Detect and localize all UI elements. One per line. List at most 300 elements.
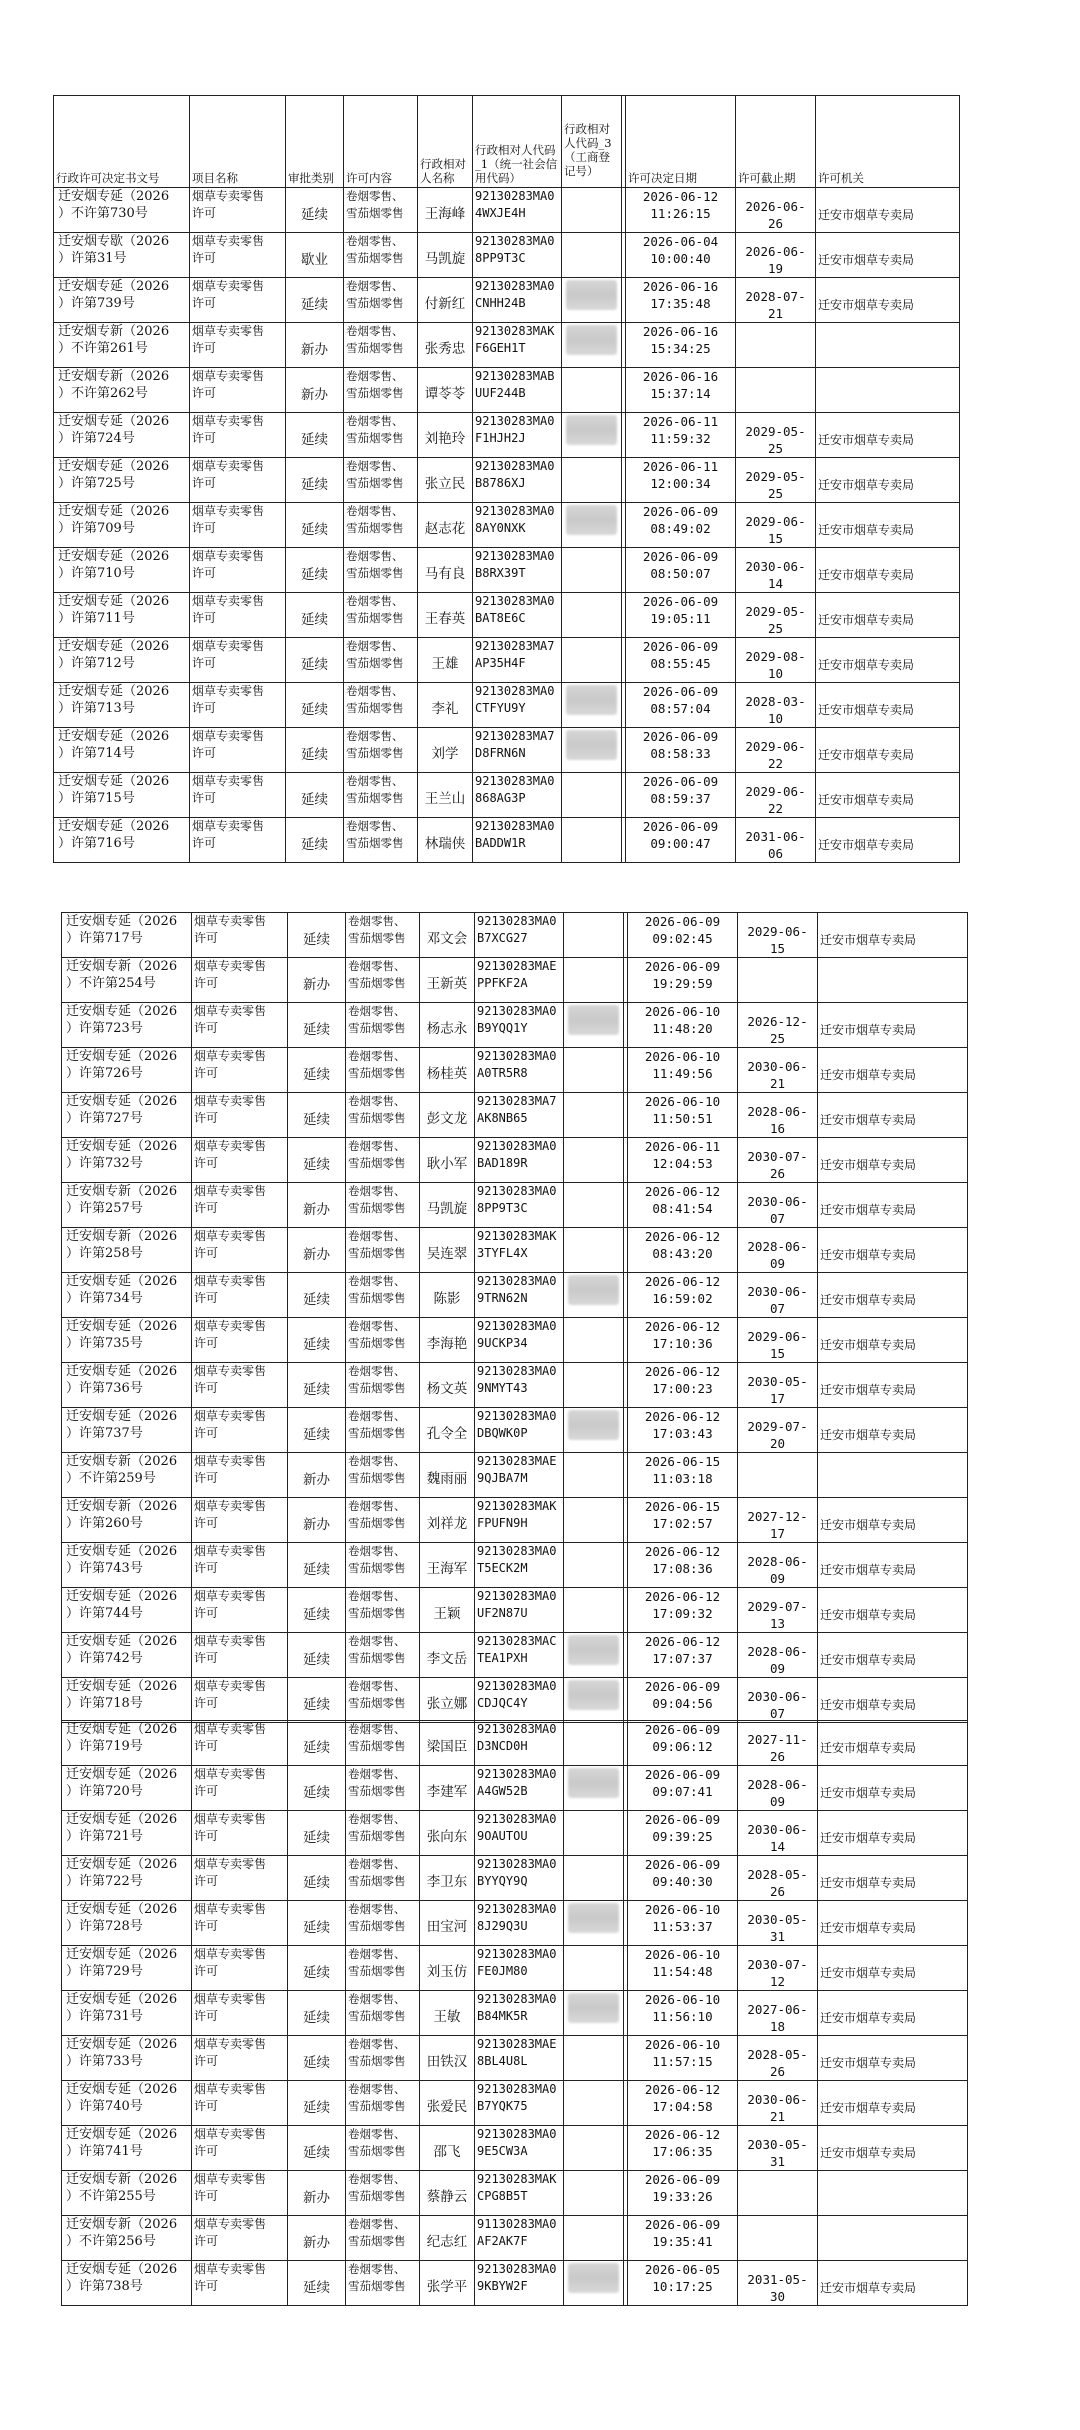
- table-row: [62, 1228, 968, 1273]
- holder-name-cell: 刘艳玲: [418, 413, 473, 458]
- table-row: [62, 1588, 968, 1633]
- item-name-cell: 烟草专卖零售 许可: [192, 1273, 288, 1318]
- decision-number-cell: 迁安烟专新（2026 ）不许第259号: [62, 1453, 192, 1498]
- table-row: [62, 1138, 968, 1183]
- decision-number-cell: 迁安烟专延（2026 ）许第726号: [62, 1048, 192, 1093]
- header-name: 行政相对人名称: [418, 96, 473, 188]
- holder-name-cell: 王兰山: [418, 773, 473, 818]
- expiry-date-cell: 2030-06-21: [738, 2081, 818, 2126]
- decision-number-cell: 迁安烟专延（2026 ）许第713号: [54, 683, 190, 728]
- table-row: [62, 1901, 968, 1946]
- registration-number-cell: [564, 1543, 624, 1588]
- item-name-cell: 烟草专卖零售 许可: [192, 913, 288, 958]
- registration-number-cell: [562, 368, 622, 413]
- registration-number-cell: [564, 1048, 624, 1093]
- credit-code-cell: 92130283MA0 FE0JM80: [475, 1946, 564, 1991]
- holder-name-cell: 王雄: [418, 638, 473, 683]
- header-code3: 行政相对人代码_3（工商登记号）: [562, 96, 622, 188]
- expiry-date-cell: 2026-06-26: [736, 188, 816, 233]
- authority-cell: 迁安市烟草专卖局: [816, 413, 960, 458]
- decision-date-cell: 2026-06-12 17:07:37: [628, 1633, 738, 1678]
- expiry-date-cell: 2026-06-19: [736, 233, 816, 278]
- decision-number-cell: 迁安烟专新（2026 ）不许第255号: [62, 2171, 192, 2216]
- authority-cell: 迁安市烟草专卖局: [818, 1633, 968, 1678]
- authority-cell: 迁安市烟草专卖局: [816, 458, 960, 503]
- expiry-date-cell: 2030-06-07: [738, 1273, 818, 1318]
- expiry-date-cell: [736, 323, 816, 368]
- approval-type-cell: 延续: [286, 683, 344, 728]
- decision-date-cell: 2026-06-09 19:33:26: [628, 2171, 738, 2216]
- holder-name-cell: 杨志永: [420, 1003, 475, 1048]
- decision-number-cell: 迁安烟专新（2026 ）不许第261号: [54, 323, 190, 368]
- permit-content-cell: 卷烟零售、 雪茄烟零售: [346, 1946, 420, 1991]
- table-row: [62, 1946, 968, 1991]
- table-row: [62, 1363, 968, 1408]
- expiry-date-cell: [736, 368, 816, 413]
- permit-content-cell: 卷烟零售、 雪茄烟零售: [346, 1633, 420, 1678]
- registration-number-cell: [564, 1901, 624, 1946]
- registration-number-cell: [562, 638, 622, 683]
- table-row: [62, 1633, 968, 1678]
- decision-number-cell: 迁安烟专延（2026 ）许第725号: [54, 458, 190, 503]
- item-name-cell: 烟草专卖零售 许可: [192, 1633, 288, 1678]
- expiry-date-cell: 2030-06-14: [738, 1811, 818, 1856]
- registration-number-cell: [562, 413, 622, 458]
- holder-name-cell: 王海军: [420, 1543, 475, 1588]
- decision-number-cell: 迁安烟专歇（2026 ）许第31号: [54, 233, 190, 278]
- registration-number-cell: [564, 2216, 624, 2261]
- authority-cell: 迁安市烟草专卖局: [818, 1363, 968, 1408]
- registration-number-cell: [564, 2261, 624, 2306]
- approval-type-cell: 延续: [288, 2081, 346, 2126]
- expiry-date-cell: 2030-06-07: [738, 1678, 818, 1723]
- credit-code-cell: 92130283MA0 9TRN62N: [475, 1273, 564, 1318]
- permit-content-cell: 卷烟零售、 雪茄烟零售: [346, 2171, 420, 2216]
- holder-name-cell: 马凯旋: [418, 233, 473, 278]
- decision-number-cell: 迁安烟专延（2026 ）许第736号: [62, 1363, 192, 1408]
- credit-code-cell: 92130283MA0 8PP9T3C: [475, 1183, 564, 1228]
- decision-number-cell: 迁安烟专延（2026 ）许第744号: [62, 1588, 192, 1633]
- holder-name-cell: 邓文会: [420, 913, 475, 958]
- registration-number-cell: [564, 1093, 624, 1138]
- permit-content-cell: 卷烟零售、 雪茄烟零售: [346, 2036, 420, 2081]
- permit-content-cell: 卷烟零售、 雪茄烟零售: [346, 2081, 420, 2126]
- registration-number-cell: [564, 1766, 624, 1811]
- approval-type-cell: 延续: [288, 2261, 346, 2306]
- holder-name-cell: 孔令全: [420, 1408, 475, 1453]
- decision-number-cell: 迁安烟专延（2026 ）许第732号: [62, 1138, 192, 1183]
- approval-type-cell: 延续: [286, 278, 344, 323]
- authority-cell: 迁安市烟草专卖局: [818, 1946, 968, 1991]
- expiry-date-cell: 2026-12-25: [738, 1003, 818, 1048]
- registration-number-cell: [564, 958, 624, 1003]
- credit-code-cell: 92130283MA0 CDJQC4Y: [475, 1678, 564, 1723]
- authority-cell: 迁安市烟草专卖局: [818, 1543, 968, 1588]
- expiry-date-cell: 2029-06-15: [736, 503, 816, 548]
- item-name-cell: 烟草专卖零售 许可: [190, 503, 286, 548]
- registration-number-cell: [564, 1991, 624, 2036]
- decision-date-cell: 2026-06-12 11:26:15: [626, 188, 736, 233]
- holder-name-cell: 王新英: [420, 958, 475, 1003]
- item-name-cell: 烟草专卖零售 许可: [192, 1318, 288, 1363]
- credit-code-cell: 92130283MA0 B84MK5R: [475, 1991, 564, 2036]
- header-item: 项目名称: [190, 96, 286, 188]
- holder-name-cell: 张学平: [420, 2261, 475, 2306]
- decision-date-cell: 2026-06-12 17:04:58: [628, 2081, 738, 2126]
- registration-number-cell: [562, 728, 622, 773]
- table-row: [54, 368, 960, 413]
- expiry-date-cell: 2028-06-09: [738, 1633, 818, 1678]
- authority-cell: 迁安市烟草专卖局: [816, 188, 960, 233]
- approval-type-cell: 延续: [286, 638, 344, 683]
- holder-name-cell: 张秀忠: [418, 323, 473, 368]
- decision-number-cell: 迁安烟专延（2026 ）许第709号: [54, 503, 190, 548]
- decision-date-cell: 2026-06-12 17:10:36: [628, 1318, 738, 1363]
- expiry-date-cell: 2029-07-20: [738, 1408, 818, 1453]
- redacted-block: [566, 280, 617, 310]
- approval-type-cell: 延续: [288, 1408, 346, 1453]
- credit-code-cell: 92130283MA0 9OAUTOU: [475, 1811, 564, 1856]
- decision-number-cell: 迁安烟专延（2026 ）许第740号: [62, 2081, 192, 2126]
- holder-name-cell: 王敏: [420, 1991, 475, 2036]
- decision-number-cell: 迁安烟专延（2026 ）许第722号: [62, 1856, 192, 1901]
- approval-type-cell: 延续: [288, 1048, 346, 1093]
- approval-type-cell: 延续: [288, 1363, 346, 1408]
- approval-type-cell: 新办: [288, 1183, 346, 1228]
- decision-number-cell: 迁安烟专延（2026 ）许第733号: [62, 2036, 192, 2081]
- redacted-block: [566, 730, 617, 760]
- redacted-block: [568, 1410, 619, 1440]
- table-row: [62, 1678, 968, 1723]
- holder-name-cell: 王春英: [418, 593, 473, 638]
- table-row: [62, 1811, 968, 1856]
- approval-type-cell: 延续: [288, 1991, 346, 2036]
- authority-cell: [818, 1453, 968, 1498]
- authority-cell: 迁安市烟草专卖局: [816, 683, 960, 728]
- permit-content-cell: 卷烟零售、 雪茄烟零售: [346, 2261, 420, 2306]
- table-row: [54, 773, 960, 818]
- holder-name-cell: 张立娜: [420, 1678, 475, 1723]
- decision-number-cell: 迁安烟专延（2026 ）许第718号: [62, 1678, 192, 1723]
- decision-number-cell: 迁安烟专新（2026 ）许第258号: [62, 1228, 192, 1273]
- registration-number-cell: [562, 818, 622, 863]
- header-code1: 行政相对人代码_1（统一社会信用代码）: [473, 96, 562, 188]
- registration-number-cell: [564, 1811, 624, 1856]
- decision-date-cell: 2026-06-04 10:00:40: [626, 233, 736, 278]
- credit-code-cell: 92130283MAE 9QJBA7M: [475, 1453, 564, 1498]
- expiry-date-cell: 2027-06-18: [738, 1991, 818, 2036]
- approval-type-cell: 延续: [286, 728, 344, 773]
- holder-name-cell: 田宝河: [420, 1901, 475, 1946]
- registration-number-cell: [564, 1633, 624, 1678]
- authority-cell: 迁安市烟草专卖局: [818, 1901, 968, 1946]
- expiry-date-cell: 2030-07-26: [738, 1138, 818, 1183]
- credit-code-cell: 92130283MA0 BAD189R: [475, 1138, 564, 1183]
- credit-code-cell: 92130283MAC TEA1PXH: [475, 1633, 564, 1678]
- registration-number-cell: [564, 1183, 624, 1228]
- decision-date-cell: 2026-06-09 08:59:37: [626, 773, 736, 818]
- permit-content-cell: 卷烟零售、 雪茄烟零售: [346, 1273, 420, 1318]
- permit-content-cell: 卷烟零售、 雪茄烟零售: [346, 913, 420, 958]
- holder-name-cell: 王颖: [420, 1588, 475, 1633]
- item-name-cell: 烟草专卖零售 许可: [190, 593, 286, 638]
- holder-name-cell: 吴连翠: [420, 1228, 475, 1273]
- authority-cell: 迁安市烟草专卖局: [818, 1048, 968, 1093]
- authority-cell: 迁安市烟草专卖局: [818, 1811, 968, 1856]
- decision-number-cell: 迁安烟专延（2026 ）许第729号: [62, 1946, 192, 1991]
- permit-content-cell: 卷烟零售、 雪茄烟零售: [346, 1048, 420, 1093]
- approval-type-cell: 新办: [286, 368, 344, 413]
- approval-type-cell: 延续: [288, 1946, 346, 1991]
- item-name-cell: 烟草专卖零售 许可: [190, 548, 286, 593]
- decision-date-cell: 2026-06-09 19:35:41: [628, 2216, 738, 2261]
- credit-code-cell: 92130283MA0 BADDW1R: [473, 818, 562, 863]
- registration-number-cell: [564, 1228, 624, 1273]
- registration-number-cell: [564, 1138, 624, 1183]
- expiry-date-cell: 2029-07-13: [738, 1588, 818, 1633]
- decision-number-cell: 迁安烟专延（2026 ）许第743号: [62, 1543, 192, 1588]
- approval-type-cell: 新办: [288, 1453, 346, 1498]
- expiry-date-cell: 2028-06-16: [738, 1093, 818, 1138]
- permit-content-cell: 卷烟零售、 雪茄烟零售: [346, 1811, 420, 1856]
- decision-number-cell: 迁安烟专延（2026 ）许第727号: [62, 1093, 192, 1138]
- table-row: [62, 1093, 968, 1138]
- authority-cell: 迁安市烟草专卖局: [818, 1588, 968, 1633]
- item-name-cell: 烟草专卖零售 许可: [192, 1543, 288, 1588]
- decision-number-cell: 迁安烟专新（2026 ）不许第262号: [54, 368, 190, 413]
- item-name-cell: 烟草专卖零售 许可: [190, 233, 286, 278]
- credit-code-cell: 91130283MA0 AF2AK7F: [475, 2216, 564, 2261]
- decision-date-cell: 2026-06-10 11:56:10: [628, 1991, 738, 2036]
- decision-number-cell: 迁安烟专延（2026 ）许第738号: [62, 2261, 192, 2306]
- permit-content-cell: 卷烟零售、 雪茄烟零售: [344, 458, 418, 503]
- authority-cell: 迁安市烟草专卖局: [816, 593, 960, 638]
- item-name-cell: 烟草专卖零售 许可: [192, 1678, 288, 1723]
- permit-content-cell: 卷烟零售、 雪茄烟零售: [344, 593, 418, 638]
- item-name-cell: 烟草专卖零售 许可: [190, 323, 286, 368]
- item-name-cell: 烟草专卖零售 许可: [192, 1856, 288, 1901]
- decision-number-cell: 迁安烟专延（2026 ）不许第730号: [54, 188, 190, 233]
- approval-type-cell: 延续: [286, 503, 344, 548]
- approval-type-cell: 新办: [286, 323, 344, 368]
- expiry-date-cell: [738, 2171, 818, 2216]
- table-row: [54, 323, 960, 368]
- decision-date-cell: 2026-06-05 10:17:25: [628, 2261, 738, 2306]
- item-name-cell: 烟草专卖零售 许可: [192, 1721, 288, 1766]
- registration-number-cell: [564, 1453, 624, 1498]
- decision-date-cell: 2026-06-09 09:06:12: [628, 1721, 738, 1766]
- item-name-cell: 烟草专卖零售 许可: [192, 1901, 288, 1946]
- credit-code-cell: 92130283MA0 D3NCD0H: [475, 1721, 564, 1766]
- holder-name-cell: 李文岳: [420, 1633, 475, 1678]
- holder-name-cell: 刘学: [418, 728, 473, 773]
- registration-number-cell: [564, 1721, 624, 1766]
- decision-number-cell: 迁安烟专延（2026 ）许第742号: [62, 1633, 192, 1678]
- permit-content-cell: 卷烟零售、 雪茄烟零售: [344, 728, 418, 773]
- item-name-cell: 烟草专卖零售 许可: [192, 2171, 288, 2216]
- registration-number-cell: [564, 2036, 624, 2081]
- authority-cell: 迁安市烟草专卖局: [816, 548, 960, 593]
- table-row: [62, 1003, 968, 1048]
- authority-cell: 迁安市烟草专卖局: [818, 2261, 968, 2306]
- holder-name-cell: 纪志红: [420, 2216, 475, 2261]
- decision-date-cell: 2026-06-16 15:37:14: [626, 368, 736, 413]
- decision-date-cell: 2026-06-15 11:03:18: [628, 1453, 738, 1498]
- decision-date-cell: 2026-06-16 15:34:25: [626, 323, 736, 368]
- authority-cell: 迁安市烟草专卖局: [818, 1766, 968, 1811]
- approval-type-cell: 新办: [288, 2216, 346, 2261]
- decision-date-cell: 2026-06-12 17:06:35: [628, 2126, 738, 2171]
- permit-content-cell: 卷烟零售、 雪茄烟零售: [346, 1318, 420, 1363]
- authority-cell: [816, 323, 960, 368]
- holder-name-cell: 马凯旋: [420, 1183, 475, 1228]
- credit-code-cell: 92130283MA0 B9YQQ1Y: [475, 1003, 564, 1048]
- expiry-date-cell: 2029-06-15: [738, 913, 818, 958]
- registration-number-cell: [562, 278, 622, 323]
- approval-type-cell: 歇业: [286, 233, 344, 278]
- credit-code-cell: 92130283MAK 3TYFL4X: [475, 1228, 564, 1273]
- registration-number-cell: [564, 1678, 624, 1723]
- item-name-cell: 烟草专卖零售 许可: [192, 1408, 288, 1453]
- registration-number-cell: [564, 1003, 624, 1048]
- expiry-date-cell: 2028-06-09: [738, 1543, 818, 1588]
- table-row: [62, 2171, 968, 2216]
- decision-date-cell: 2026-06-15 17:02:57: [628, 1498, 738, 1543]
- decision-number-cell: 迁安烟专延（2026 ）许第711号: [54, 593, 190, 638]
- expiry-date-cell: 2030-05-17: [738, 1363, 818, 1408]
- permit-content-cell: 卷烟零售、 雪茄烟零售: [346, 2216, 420, 2261]
- decision-date-cell: 2026-06-12 08:43:20: [628, 1228, 738, 1273]
- item-name-cell: 烟草专卖零售 许可: [192, 1138, 288, 1183]
- permit-content-cell: 卷烟零售、 雪茄烟零售: [344, 638, 418, 683]
- holder-name-cell: 谭苓苓: [418, 368, 473, 413]
- registration-number-cell: [564, 1363, 624, 1408]
- registration-number-cell: [564, 2171, 624, 2216]
- table-row: [54, 818, 960, 863]
- item-name-cell: 烟草专卖零售 许可: [192, 1811, 288, 1856]
- item-name-cell: 烟草专卖零售 许可: [192, 1766, 288, 1811]
- registration-number-cell: [562, 503, 622, 548]
- decision-number-cell: 迁安烟专延（2026 ）许第716号: [54, 818, 190, 863]
- credit-code-cell: 92130283MAB UUF244B: [473, 368, 562, 413]
- table-row: [62, 2216, 968, 2261]
- permit-content-cell: 卷烟零售、 雪茄烟零售: [344, 368, 418, 413]
- authority-cell: 迁安市烟草专卖局: [816, 503, 960, 548]
- table-row: [62, 2036, 968, 2081]
- decision-number-cell: 迁安烟专延（2026 ）许第719号: [62, 1721, 192, 1766]
- table-row: [54, 188, 960, 233]
- table-row: [54, 458, 960, 503]
- expiry-date-cell: 2027-12-17: [738, 1498, 818, 1543]
- table-row: [62, 913, 968, 958]
- redacted-block: [566, 415, 617, 445]
- expiry-date-cell: 2028-07-21: [736, 278, 816, 323]
- decision-date-cell: 2026-06-09 08:58:33: [626, 728, 736, 773]
- table-row: [62, 2126, 968, 2171]
- authority-cell: 迁安市烟草专卖局: [818, 913, 968, 958]
- decision-date-cell: 2026-06-10 11:49:56: [628, 1048, 738, 1093]
- decision-date-cell: 2026-06-11 12:04:53: [628, 1138, 738, 1183]
- credit-code-cell: 92130283MA7 AP35H4F: [473, 638, 562, 683]
- item-name-cell: 烟草专卖零售 许可: [192, 2081, 288, 2126]
- registration-number-cell: [562, 323, 622, 368]
- permit-content-cell: 卷烟零售、 雪茄烟零售: [346, 958, 420, 1003]
- item-name-cell: 烟草专卖零售 许可: [190, 728, 286, 773]
- approval-type-cell: 新办: [288, 958, 346, 1003]
- credit-code-cell: 92130283MA0 8AY0NXK: [473, 503, 562, 548]
- approval-type-cell: 延续: [286, 458, 344, 503]
- approval-type-cell: 新办: [288, 1498, 346, 1543]
- expiry-date-cell: 2028-03-10: [736, 683, 816, 728]
- credit-code-cell: 92130283MAE PPFKF2A: [475, 958, 564, 1003]
- item-name-cell: 烟草专卖零售 许可: [192, 2126, 288, 2171]
- credit-code-cell: 92130283MA0 T5ECK2M: [475, 1543, 564, 1588]
- permit-content-cell: 卷烟零售、 雪茄烟零售: [344, 278, 418, 323]
- credit-code-cell: 92130283MA0 UF2N87U: [475, 1588, 564, 1633]
- credit-code-cell: 92130283MA0 BAT8E6C: [473, 593, 562, 638]
- credit-code-cell: 92130283MA0 A4GW52B: [475, 1766, 564, 1811]
- approval-type-cell: 延续: [288, 1633, 346, 1678]
- approval-type-cell: 新办: [288, 1228, 346, 1273]
- holder-name-cell: 刘玉仿: [420, 1946, 475, 1991]
- decision-number-cell: 迁安烟专新（2026 ）许第260号: [62, 1498, 192, 1543]
- holder-name-cell: 王海峰: [418, 188, 473, 233]
- authority-cell: 迁安市烟草专卖局: [818, 2081, 968, 2126]
- approval-type-cell: 延续: [286, 593, 344, 638]
- expiry-date-cell: 2028-05-26: [738, 1856, 818, 1901]
- registration-number-cell: [564, 1273, 624, 1318]
- approval-type-cell: 延续: [288, 913, 346, 958]
- table-row: [62, 1048, 968, 1093]
- permit-content-cell: 卷烟零售、 雪茄烟零售: [346, 1721, 420, 1766]
- item-name-cell: 烟草专卖零售 许可: [192, 1588, 288, 1633]
- decision-number-cell: 迁安烟专延（2026 ）许第739号: [54, 278, 190, 323]
- permit-content-cell: 卷烟零售、 雪茄烟零售: [344, 188, 418, 233]
- approval-type-cell: 延续: [288, 1811, 346, 1856]
- authority-cell: 迁安市烟草专卖局: [816, 278, 960, 323]
- holder-name-cell: 李卫东: [420, 1856, 475, 1901]
- authority-cell: [818, 958, 968, 1003]
- authority-cell: 迁安市烟草专卖局: [816, 728, 960, 773]
- decision-number-cell: 迁安烟专延（2026 ）许第714号: [54, 728, 190, 773]
- registration-number-cell: [564, 1498, 624, 1543]
- expiry-date-cell: 2030-05-31: [738, 2126, 818, 2171]
- holder-name-cell: 杨文英: [420, 1363, 475, 1408]
- credit-code-cell: 92130283MA7 D8FRN6N: [473, 728, 562, 773]
- permit-content-cell: 卷烟零售、 雪茄烟零售: [344, 503, 418, 548]
- table-row: [54, 503, 960, 548]
- decision-date-cell: 2026-06-12 17:09:32: [628, 1588, 738, 1633]
- registration-number-cell: [562, 188, 622, 233]
- holder-name-cell: 彭文龙: [420, 1093, 475, 1138]
- permit-content-cell: 卷烟零售、 雪茄烟零售: [346, 1991, 420, 2036]
- table-row: [62, 1183, 968, 1228]
- item-name-cell: 烟草专卖零售 许可: [192, 1183, 288, 1228]
- decision-date-cell: 2026-06-11 11:59:32: [626, 413, 736, 458]
- header-date: 许可决定日期: [626, 96, 736, 188]
- expiry-date-cell: 2029-05-25: [736, 413, 816, 458]
- authority-cell: 迁安市烟草专卖局: [818, 1183, 968, 1228]
- permit-table-3: [61, 1720, 968, 2306]
- table-row: [54, 638, 960, 683]
- decision-number-cell: 迁安烟专延（2026 ）许第741号: [62, 2126, 192, 2171]
- approval-type-cell: 延续: [288, 1721, 346, 1766]
- credit-code-cell: 92130283MA0 9UCKP34: [475, 1318, 564, 1363]
- authority-cell: 迁安市烟草专卖局: [818, 1093, 968, 1138]
- permit-table-2: [61, 912, 968, 1723]
- permit-content-cell: 卷烟零售、 雪茄烟零售: [346, 1678, 420, 1723]
- header-type: 审批类别: [286, 96, 344, 188]
